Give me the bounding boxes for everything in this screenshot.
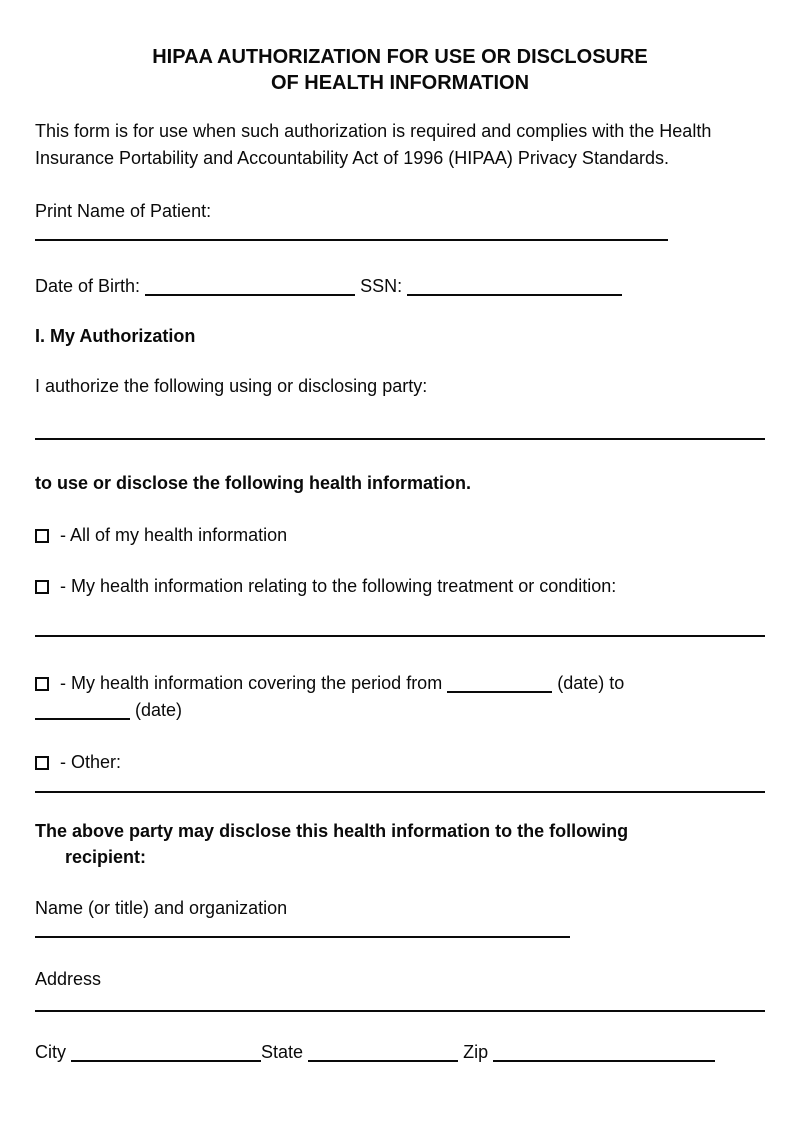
ssn-input-line[interactable] bbox=[407, 282, 622, 296]
ssn-label: SSN: bbox=[360, 276, 403, 296]
period-date-label: (date) bbox=[135, 700, 183, 720]
city-input-line[interactable] bbox=[71, 1048, 261, 1062]
period-prefix-label: - My health information covering the period from bbox=[60, 673, 443, 693]
recipient-heading-line2: recipient: bbox=[65, 847, 147, 867]
period-from-input-line[interactable] bbox=[447, 679, 552, 693]
name-org-input-line[interactable] bbox=[35, 936, 570, 938]
option-period-row1 bbox=[35, 670, 765, 697]
option-treatment-condition bbox=[35, 573, 765, 599]
dob-input-line[interactable] bbox=[145, 282, 355, 296]
patient-name-line[interactable] bbox=[35, 239, 668, 241]
patient-name-label: Print Name of Patient: bbox=[35, 201, 212, 221]
option-all-label: - All of my health information bbox=[60, 525, 288, 545]
option-treatment-label: - My health information relating to the following treatment or condition: bbox=[60, 576, 617, 596]
authorize-text: I authorize the following using or disclosing party: bbox=[35, 376, 428, 396]
name-org-label: Name (or title) and organization bbox=[35, 898, 288, 918]
option-all-health-info bbox=[35, 522, 765, 548]
checkbox-period-icon[interactable] bbox=[35, 677, 49, 691]
address-input-line[interactable] bbox=[35, 1010, 765, 1012]
dob-label: Date of Birth: bbox=[35, 276, 141, 296]
disclosing-party-line[interactable] bbox=[35, 438, 765, 440]
zip-label: Zip bbox=[463, 1042, 489, 1062]
city-label: City bbox=[35, 1042, 66, 1062]
option-period-row2 bbox=[35, 697, 765, 724]
state-input-line[interactable] bbox=[308, 1048, 458, 1062]
option-other-label: - Other: bbox=[60, 752, 122, 772]
section-heading-authorization: I. My Authorization bbox=[35, 326, 196, 346]
checkbox-other-icon[interactable] bbox=[35, 756, 49, 770]
treatment-condition-line[interactable] bbox=[35, 635, 765, 637]
city-state-zip-row bbox=[35, 1039, 765, 1065]
form-title-line1: HIPAA AUTHORIZATION FOR USE OR DISCLOSURE bbox=[152, 46, 648, 68]
form-title bbox=[35, 44, 765, 96]
dob-ssn-row bbox=[35, 273, 765, 299]
checkbox-all-health-info-icon[interactable] bbox=[35, 529, 49, 543]
recipient-heading bbox=[35, 818, 765, 870]
other-input-line[interactable] bbox=[35, 791, 765, 793]
zip-input-line[interactable] bbox=[493, 1048, 715, 1062]
checkbox-treatment-condition-icon[interactable] bbox=[35, 580, 49, 594]
option-other bbox=[35, 749, 765, 775]
recipient-heading-line1: The above party may disclose this health information to the following bbox=[35, 821, 629, 841]
period-to-input-line[interactable] bbox=[35, 706, 130, 720]
state-label: State bbox=[261, 1042, 304, 1062]
intro-paragraph: This form is for use when such authorization is required and complies with the Health Insurance Portability and Accountability Act of 1996 (HIPAA) Privacy Standards. bbox=[35, 121, 712, 168]
use-disclose-text: to use or disclose the following health information. bbox=[35, 473, 472, 493]
option-period bbox=[35, 670, 765, 724]
address-label: Address bbox=[35, 969, 102, 989]
period-date-to-label: (date) to bbox=[557, 673, 625, 693]
form-title-line2: OF HEALTH INFORMATION bbox=[270, 72, 530, 94]
